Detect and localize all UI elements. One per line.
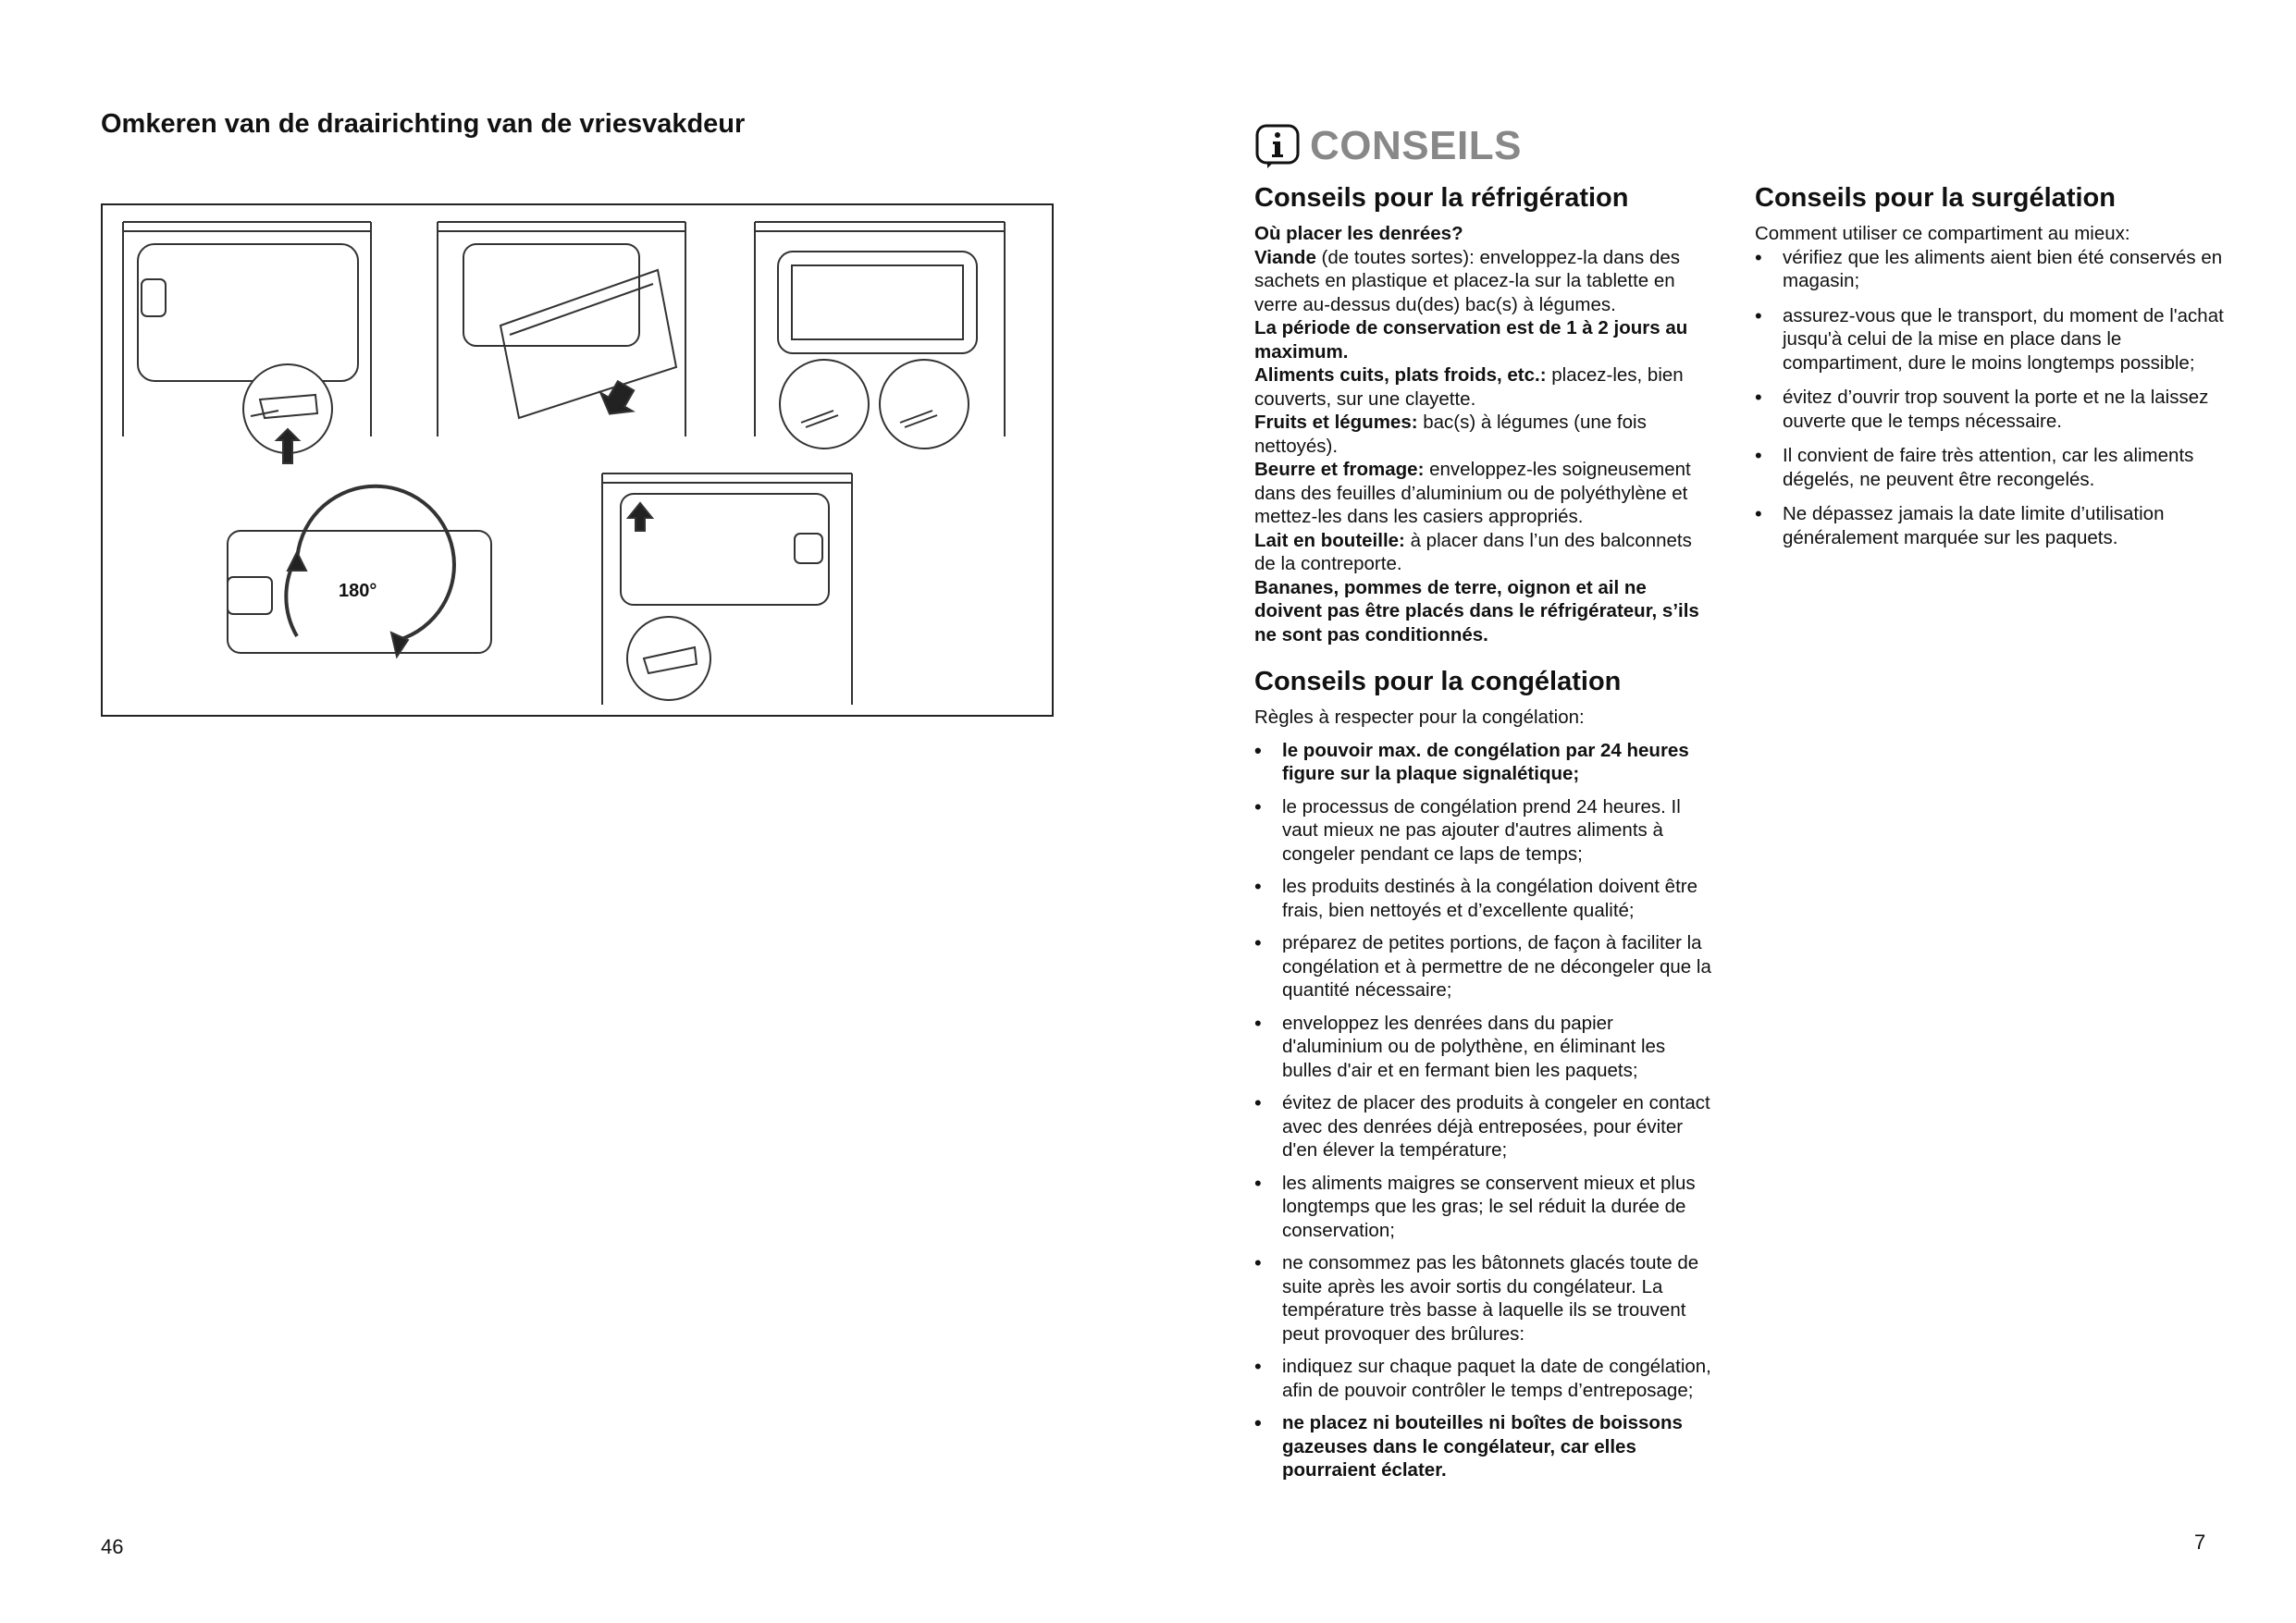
step4-panel (228, 486, 491, 657)
viande-label: Viande (1254, 246, 1316, 268)
where-heading: Où placer les denrées? (1254, 223, 1463, 244)
list-item: • assurez-vous que le transport, du moment de l'achat jusqu'à celui de la mise en place dans le compartiment, dure le moins longtemps possible; (1755, 304, 2236, 375)
lait-text: à placer dans l’un des balconnets de la contreporte. (1254, 529, 1692, 574)
list-item: • évitez de placer des produits à congeler en contact avec des denrées déjà entreposées, pour éviter d'en élever la température; (1254, 1091, 1717, 1162)
step3-panel (755, 222, 1005, 449)
lait-label: Lait en bouteille: (1254, 529, 1405, 551)
conseils-header (1254, 118, 1522, 174)
list-item: • ne placez ni bouteilles ni boîtes de boissons gazeuses dans le congélateur, car elles pourraient éclater. (1254, 1411, 1717, 1482)
list-item: • le processus de congélation prend 24 heures. Il vaut mieux ne pas ajouter d'autres aliments à congeler pendant ce laps de temps; (1254, 795, 1717, 867)
page-number-right: 7 (2194, 1531, 2206, 1554)
surgelation-intro: Comment utiliser ce compartiment au mieux: (1755, 223, 2130, 244)
illustration-svg (103, 205, 1052, 715)
list-item: • les produits destinés à la congélation doivent être frais, bien nettoyés et d’excellente qualité; (1254, 875, 1717, 922)
section-heading: Omkeren van de draairichting van de vriesvakdeur (101, 109, 746, 139)
page-number-left: 46 (101, 1535, 124, 1558)
beurre-text: enveloppez-les soigneusement dans des feuilles d’aluminium ou de polyéthylène et mettez-les dans les casiers appropriés. (1254, 459, 1691, 527)
surgelation-title: Conseils pour la surgélation (1755, 183, 2116, 213)
list-item: • le pouvoir max. de congélation par 24 heures figure sur la plaque signalétique; (1254, 739, 1717, 786)
fruits-label: Fruits et légumes: (1254, 412, 1418, 433)
list-item: • les aliments maigres se conservent mieux et plus longtemps que les gras; le sel réduit la durée de conservation; (1254, 1172, 1717, 1243)
beurre-paragraph (1254, 458, 1717, 529)
info-icon (1254, 123, 1301, 169)
fruits-paragraph (1254, 411, 1717, 458)
refrigeration-title: Conseils pour la réfrigération (1254, 183, 1629, 213)
periode-text: La période de conservation est de 1 à 2 jours au maximum. (1254, 317, 1688, 363)
list-item: • vérifiez que les aliments aient bien été conservés en magasin; (1755, 246, 2236, 293)
beurre-label: Beurre et fromage: (1254, 459, 1425, 480)
list-item: • évitez d’ouvrir trop souvent la porte et ne la laissez ouverte que le temps nécessaire. (1755, 386, 2236, 433)
congelation-title: Conseils pour la congélation (1254, 667, 1622, 696)
step2-panel (438, 222, 685, 436)
lait-paragraph (1254, 529, 1717, 576)
aliments-text: placez-les, bien couverts, sur une clayette. (1254, 364, 1684, 410)
conseils-title: CONSEILS (1310, 123, 1522, 168)
list-item: • Ne dépassez jamais la date limite d’utilisation généralement marquée sur les paquets. (1755, 502, 2236, 549)
viande-text: (de toutes sortes): enveloppez-la dans des sachets en plastique et placez-la sur la tablette en verre au-dessus du(des) bac(s) à légumes. (1254, 246, 1681, 315)
column-surgelation (1755, 181, 2236, 560)
list-item: • ne consommez pas les bâtonnets glacés toute de suite après les avoir sortis du congélateur. La température très basse à laquelle ils se trouvent peut provoquer des brûlures: (1254, 1251, 1717, 1346)
congelation-intro: Règles à respecter pour la congélation: (1254, 707, 1585, 728)
aliments-label: Aliments cuits, plats froids, etc.: (1254, 364, 1547, 386)
step1-panel (123, 222, 371, 463)
door-reversal-illustration (101, 203, 1054, 717)
step5-panel (602, 473, 852, 705)
list-item: • enveloppez les denrées dans du papier d'aluminium ou de polythène, en éliminant les bulles d'air et en fermant bien les paquets; (1254, 1012, 1717, 1083)
list-item: • Il convient de faire très attention, car les aliments dégelés, ne peuvent être recongelés. (1755, 444, 2236, 491)
surgelation-list (1755, 246, 2236, 550)
viande-paragraph (1254, 246, 1717, 317)
list-item: • préparez de petites portions, de façon à faciliter la congélation et à permettre de ne décongeler que la quantité nécessaire; (1254, 931, 1717, 1002)
congelation-list (1254, 739, 1717, 1482)
column-refrigeration-congelation (1254, 181, 1717, 1492)
list-item: • indiquez sur chaque paquet la date de congélation, afin de pouvoir contrôler le temps d’entreposage; (1254, 1355, 1717, 1402)
aliments-paragraph (1254, 363, 1717, 411)
fruits-text: bac(s) à légumes (une fois nettoyés). (1254, 412, 1647, 457)
rotation-label: 180° (339, 581, 377, 601)
bananes-text: Bananes, pommes de terre, oignon et ail ne doivent pas être placés dans le réfrigérateur, s’ils ne sont pas conditionnés. (1254, 576, 1699, 646)
